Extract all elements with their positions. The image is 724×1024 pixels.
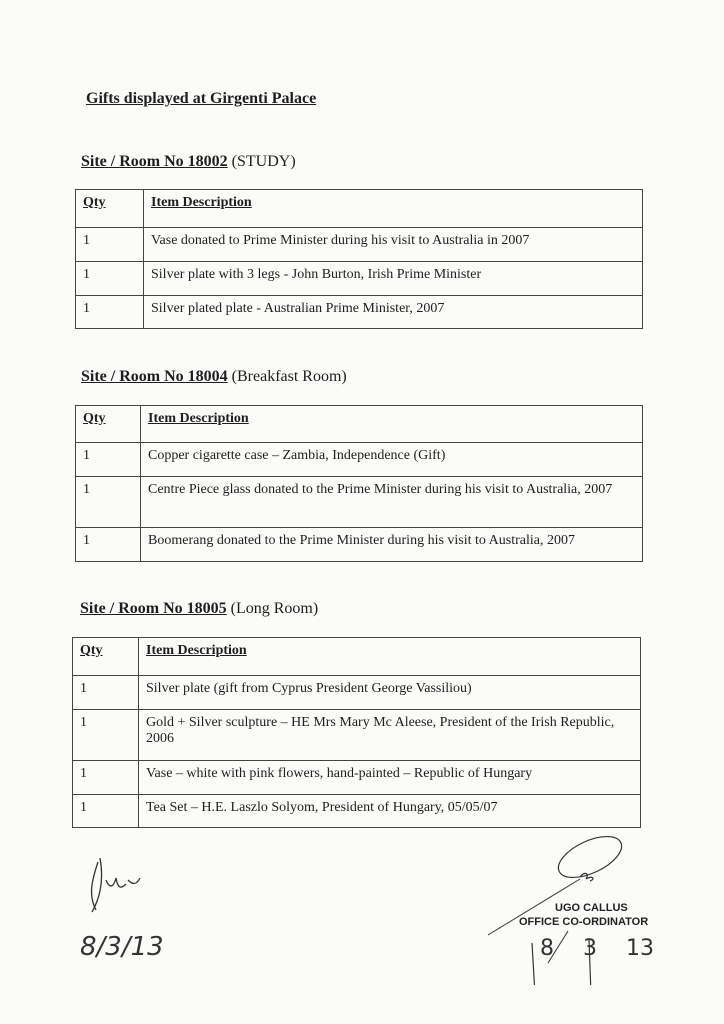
qty-header: Qty — [83, 195, 106, 210]
description-cell: Silver plated plate - Australian Prime Minister, 2007 — [144, 296, 643, 329]
gifts-table-18004 — [75, 405, 643, 562]
table-row — [76, 528, 643, 562]
description-header: Item Description — [148, 411, 249, 426]
gifts-table-18005 — [72, 637, 641, 828]
description-cell: Vase – white with pink flowers, hand-painted – Republic of Hungary — [139, 761, 641, 795]
table-row — [76, 443, 643, 477]
table-row — [73, 710, 641, 761]
qty-cell: 1 — [73, 710, 139, 761]
description-cell: Boomerang donated to the Prime Minister during his visit to Australia, 2007 — [141, 528, 643, 562]
table-header-row — [76, 406, 643, 443]
qty-cell: 1 — [76, 528, 141, 562]
table-row — [73, 795, 641, 828]
table-header-row — [76, 190, 643, 228]
room-number: Site / Room No 18005 — [80, 600, 227, 617]
signatory-title: OFFICE CO-ORDINATOR — [519, 916, 649, 928]
qty-header: Qty — [83, 411, 106, 426]
description-cell: Silver plate with 3 legs - John Burton, Irish Prime Minister — [144, 262, 643, 296]
table-row — [76, 477, 643, 528]
table-row — [73, 761, 641, 795]
right-signature-date: 8 3 13 — [540, 936, 654, 961]
qty-cell: 1 — [76, 296, 144, 329]
description-header: Item Description — [151, 195, 252, 210]
table-row — [73, 676, 641, 710]
qty-cell: 1 — [76, 443, 141, 477]
qty-cell: 1 — [73, 795, 139, 828]
section-heading-18004 — [81, 368, 347, 386]
document-title: Gifts displayed at Girgenti Palace — [86, 90, 317, 107]
qty-cell: 1 — [76, 228, 144, 262]
description-cell: Silver plate (gift from Cyprus President George Vassiliou) — [139, 676, 641, 710]
qty-cell: 1 — [73, 676, 139, 710]
qty-cell: 1 — [76, 477, 141, 528]
signatory-name: UGO CALLUS — [555, 902, 628, 914]
qty-cell: 1 — [73, 761, 139, 795]
room-number: Site / Room No 18004 — [81, 368, 228, 385]
section-heading-18002 — [81, 153, 296, 171]
left-signature — [70, 850, 190, 970]
qty-cell: 1 — [76, 262, 144, 296]
table-row — [76, 262, 643, 296]
room-name: (Breakfast Room) — [231, 368, 347, 385]
room-name: (STUDY) — [231, 153, 296, 170]
table-header-row — [73, 638, 641, 676]
table-row — [76, 228, 643, 262]
description-cell: Gold + Silver sculpture – HE Mrs Mary Mc Aleese, President of the Irish Republic, 2006 — [139, 710, 641, 761]
section-heading-18005 — [80, 600, 318, 618]
room-name: (Long Room) — [230, 600, 319, 617]
description-cell: Copper cigarette case – Zambia, Independence (Gift) — [141, 443, 643, 477]
qty-header: Qty — [80, 643, 103, 658]
description-cell: Vase donated to Prime Minister during his visit to Australia in 2007 — [144, 228, 643, 262]
description-header: Item Description — [146, 643, 247, 658]
gifts-table-18002 — [75, 189, 643, 329]
left-signature-date: 8/3/13 — [80, 932, 164, 962]
table-row — [76, 296, 643, 329]
description-cell: Tea Set – H.E. Laszlo Solyom, President of Hungary, 05/05/07 — [139, 795, 641, 828]
room-number: Site / Room No 18002 — [81, 153, 228, 170]
description-cell: Centre Piece glass donated to the Prime Minister during his visit to Australia, 2007 — [141, 477, 643, 528]
